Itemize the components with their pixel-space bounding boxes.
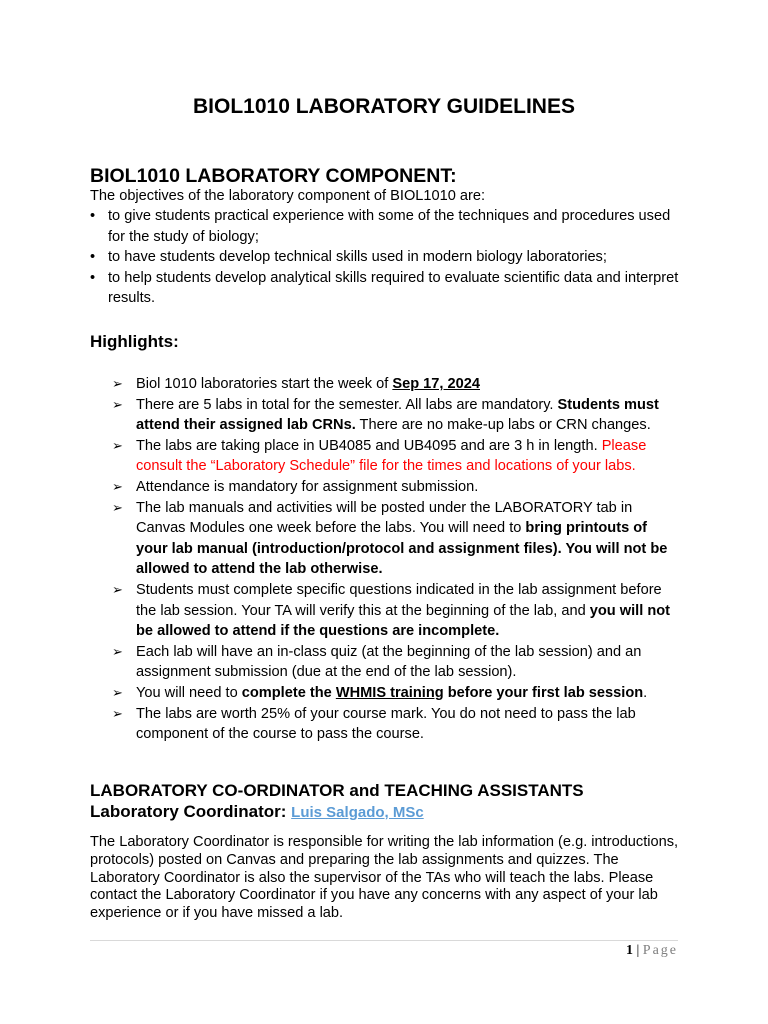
component-intro: The objectives of the laboratory component of BIOL1010 are:: [90, 188, 486, 204]
arrow-bullet-icon: ➢: [112, 396, 123, 412]
highlight-text: Attendance is mandatory for assignment submission.: [136, 478, 479, 495]
arrow-bullet-icon: ➢: [112, 643, 123, 659]
highlight-bold: Students must attend their assigned lab CRNs.: [136, 396, 659, 434]
arrow-bullet-icon: ➢: [112, 478, 123, 494]
footer-divider: [90, 940, 678, 941]
highlight-text: There are no make-up labs or CRN changes.: [355, 417, 651, 434]
list-item: [90, 247, 690, 268]
highlight-text: The labs are taking place in UB4085 and UB4095 and are 3 h in length.: [136, 437, 602, 454]
arrow-bullet-icon: ➢: [112, 499, 123, 515]
objective-text: to have students develop technical skills used in modern biology laboratories;: [108, 249, 607, 266]
coordinator-line: [90, 801, 424, 823]
page-number: 1: [625, 943, 633, 958]
arrow-bullet-icon: ➢: [112, 581, 123, 597]
objectives-list: [90, 206, 690, 309]
arrow-bullet-icon: ➢: [112, 684, 123, 700]
list-item: [90, 206, 690, 247]
bullet-icon: •: [90, 208, 96, 224]
objective-text: to give students practical experience with some of the techniques and procedures used for the study of biology;: [108, 208, 671, 245]
highlight-text: There are 5 labs in total for the semester. All labs are mandatory.: [136, 396, 558, 413]
list-item: [112, 683, 677, 704]
coordinator-label: Laboratory Coordinator:: [90, 802, 292, 821]
section-heading-highlights: Highlights:: [90, 332, 179, 351]
highlight-bold: bring printouts of your lab manual (introduction/protocol and assignment files). You will not be allowed to attend the lab otherwise.: [136, 520, 668, 578]
list-item: [112, 374, 677, 395]
list-item: [112, 704, 677, 745]
highlight-text: Biol 1010 laboratories start the week of: [136, 376, 393, 392]
section-heading-component: BIOL1010 LABORATORY COMPONENT:: [90, 165, 457, 187]
coordinator-link[interactable]: Luis Salgado, MSc: [291, 804, 424, 821]
list-item: [112, 642, 677, 683]
list-item: [112, 498, 677, 580]
highlight-text: The lab manuals and activities will be posted under the LABORATORY tab in Canvas Modules one week before the labs. You will need to: [136, 499, 633, 537]
highlights-list: [112, 374, 677, 745]
highlight-text: Students must complete specific questions indicated in the lab assignment before the lab session. Your TA will verify this at the beginning of the lab, and: [136, 581, 662, 619]
list-item: [112, 395, 677, 436]
arrow-bullet-icon: ➢: [112, 437, 123, 453]
highlight-bold: you will not be allowed to attend if the questions are incomplete.: [136, 602, 671, 640]
page-footer: [626, 942, 678, 960]
coordinator-paragraph: The Laboratory Coordinator is responsible for writing the lab information (e.g. introductions, protocols) posted on Canvas and preparing the lab assignments and quizzes. The Laboratory Coordinator is also the supervisor of the TAs who will teach the labs. Please contact the Laboratory Coordinator if you have any concerns with any aspect of your lab experience or if you have missed a lab.: [90, 834, 679, 922]
schedule-notice: Please consult the “Laboratory Schedule” file for the times and locations of your labs.: [136, 437, 647, 475]
bullet-icon: •: [90, 249, 96, 266]
start-date: Sep 17, 2024: [392, 376, 480, 392]
highlight-bold: complete the: [241, 684, 336, 701]
arrow-bullet-icon: ➢: [112, 705, 123, 721]
page-label: Page: [642, 943, 678, 958]
list-item: [112, 436, 677, 477]
highlight-bold: before your first lab session: [443, 684, 644, 701]
whmis-training: WHMIS training: [335, 684, 444, 701]
list-item: [90, 268, 690, 309]
list-item: [112, 477, 677, 498]
page-title: BIOL1010 LABORATORY GUIDELINES: [193, 95, 575, 118]
footer-separator: |: [632, 943, 643, 958]
list-item: [112, 580, 677, 642]
highlight-text: Each lab will have an in-class quiz (at the beginning of the lab session) and an assignment submission (due at the end of the lab session).: [136, 643, 642, 681]
arrow-bullet-icon: ➢: [112, 376, 123, 391]
highlight-text: You will need to: [136, 684, 242, 701]
highlight-text: .: [643, 684, 648, 701]
highlight-text: The labs are worth 25% of your course mark. You do not need to pass the lab component of the course to pass the course.: [136, 705, 636, 743]
section-heading-staff: LABORATORY CO-ORDINATOR and TEACHING ASSISTANTS: [90, 781, 584, 800]
bullet-icon: •: [90, 269, 96, 286]
objective-text: to help students develop analytical skills required to evaluate scientific data and interpret results.: [108, 269, 679, 307]
